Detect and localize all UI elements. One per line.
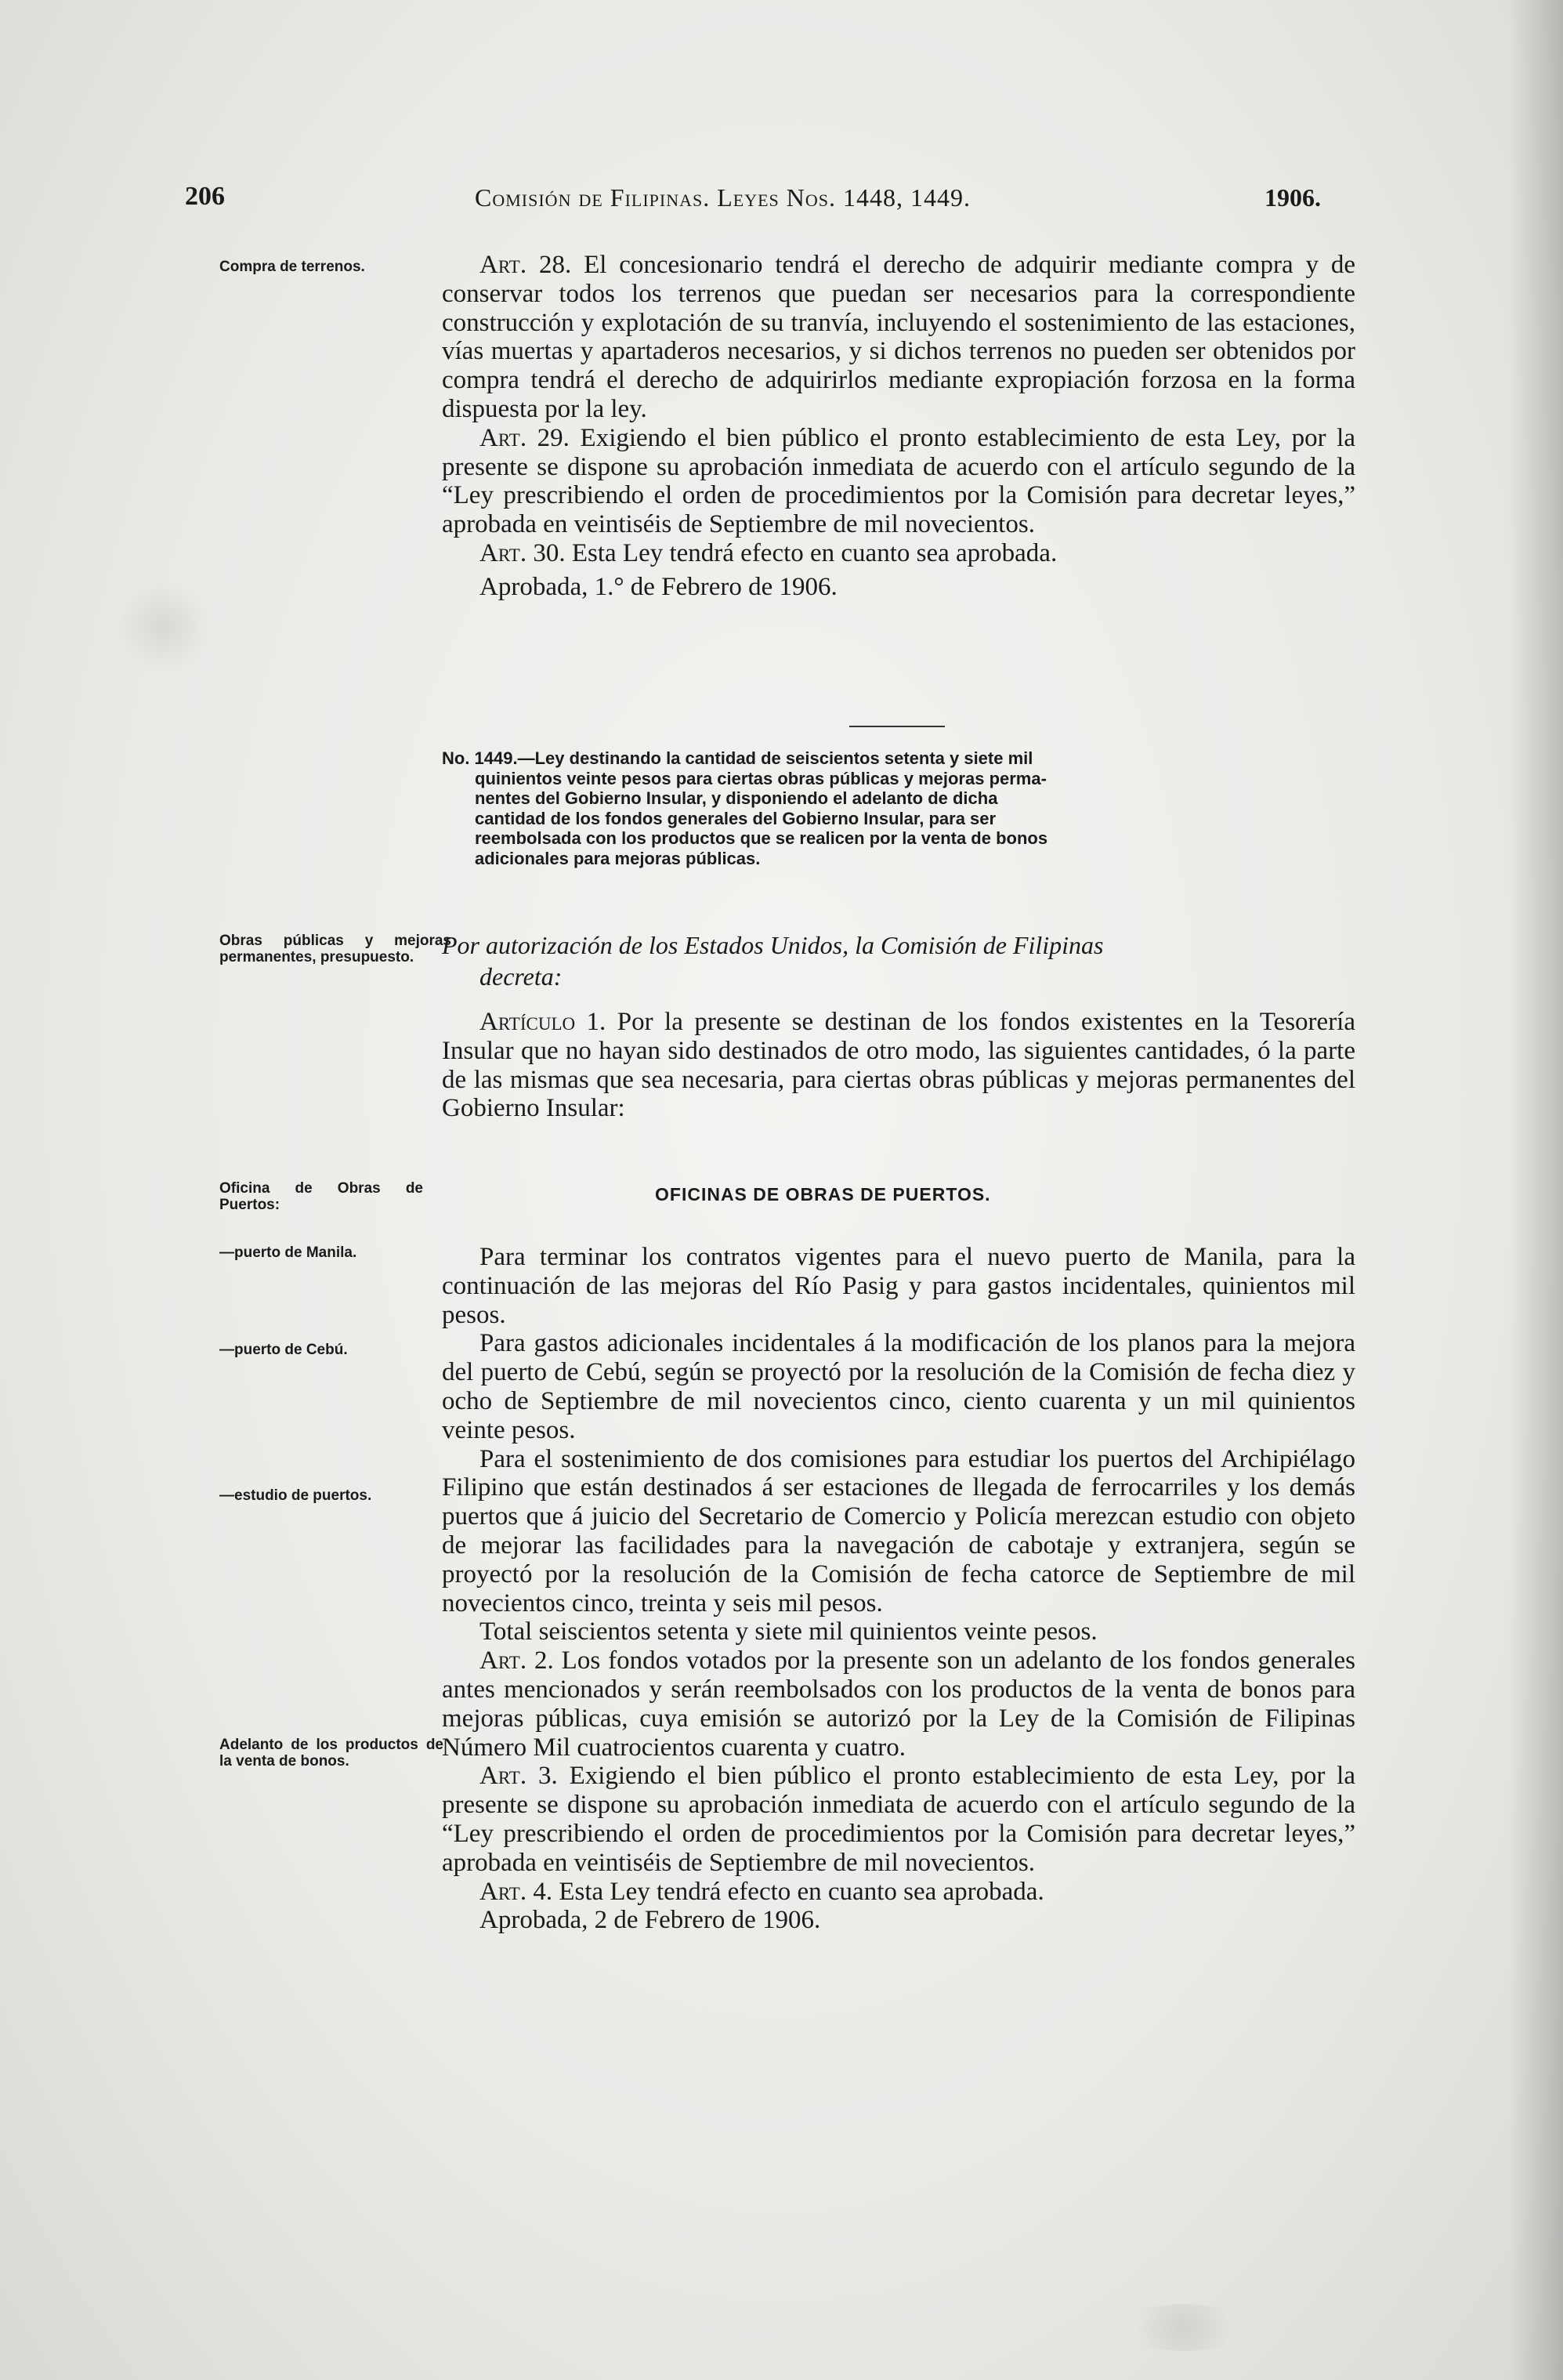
margin-note-compra: Compra de terrenos. (219, 259, 365, 275)
margin-note-oficina: Oficina de Obras de Puertos: (219, 1180, 423, 1213)
article-text: Por la presente se destinan de los fondos existentes en la Tesorería Insular que no hayan sido destinados de otro modo, las siguientes cantidades, ó la parte de las mismas que sea necesaria, para ciertas obras públicas y mejoras permanentes del Gobierno Insular: (442, 1008, 1356, 1123)
enacting-line: Por autorización de los Estados Unidos, la Comisión de Filipinas (442, 931, 1104, 959)
item-estudio: Para el sostenimiento de dos comisiones para estudiar los puertos del Archipiélago Filipino que están destinados á ser estaciones de llegada de ferrocarriles y los demás puertos que á juicio del Secretario de Comercio y Policía merezcan estudio con objeto de mejorar las facilidades para la navegación de cabotaje y extranjera, según se proyectó por la resolución de la Comisión de fecha catorce de Septiembre de mil novecientos cinco, treinta y seis mil pesos. (442, 1444, 1355, 1617)
article-text: Los fondos votados por la presente son un adelanto de los fondos generales antes mencionados y serán reembolsados con los productos de la venta de bonos para mejoras públicas, cuya emisión se autorizó por la Ley de la Comisión de Filipinas Número Mil cuatrocientos cuarenta y cuatro. (442, 1646, 1356, 1762)
enacting-line: decreta: (479, 962, 563, 991)
paper-stain (1120, 2304, 1246, 2351)
appropriation-total: Total seiscientos setenta y siete mil quinientos veinte pesos. (479, 1617, 1098, 1646)
article-text: Esta Ley tendrá efecto en cuanto sea aprobada. (559, 1877, 1044, 1906)
page-edge-shadow (1508, 0, 1563, 2380)
article-29 (442, 424, 1355, 539)
article-4 (442, 1878, 1355, 1907)
law-1449-article-1 (442, 1008, 1355, 1123)
margin-note-obras: Obras públicas y mejoras permanentes, presupuesto. (219, 933, 451, 965)
paper-stain (118, 580, 212, 674)
section-heading: OFICINAS DE OBRAS DE PUERTOS. (655, 1184, 991, 1204)
law-1449-title (442, 748, 1355, 868)
law-title-line: adicionales para mejoras públicas. (475, 848, 761, 868)
article-text: Esta Ley tendrá efecto en cuanto sea aprobada. (571, 538, 1058, 567)
article-label: Art. 4. (479, 1877, 553, 1906)
article-3 (442, 1762, 1355, 1877)
running-header (185, 182, 1344, 221)
law-title-line: reembolsada con los productos que se realicen por la venta de bonos (475, 828, 1048, 848)
header-year: 1906. (1265, 183, 1321, 212)
margin-note-adelanto: Adelanto de los productos de la venta de bonos. (219, 1737, 443, 1770)
approval-date-1449: Aprobada, 2 de Febrero de 1906. (479, 1906, 821, 1935)
law-1448-body (442, 251, 1355, 602)
article-label: Art. 3. (479, 1762, 558, 1791)
law-title-line: No. 1449.—Ley destinando la cantidad de seiscientos setenta y siete mil (442, 748, 1033, 768)
article-30 (442, 539, 1355, 568)
law-title-line: nentes del Gobierno Insular, y disponiendo el adelanto de dicha (475, 788, 998, 808)
margin-note-estudio: —estudio de puertos. (219, 1487, 372, 1504)
margin-note-manila: —puerto de Manila. (219, 1244, 357, 1261)
article-text: El concesionario tendrá el derecho de adquirir mediante compra y de conservar todos los terrenos que puedan ser necesarios para la correspondiente construcción y explotación de su tranvía, incluyendo el sostenimiento de las estaciones, vías muertas y apartaderos necesarios, y si dichos terrenos no pueden ser obtenidos por compra tendrá el derecho de adquirirlos mediante expropiación forzosa en la forma dispuesta por la ley. (442, 251, 1356, 423)
running-title: Comisión de Filipinas. Leyes Nos. 1448, 1449. (475, 183, 971, 212)
article-label: Art. 2. (479, 1646, 554, 1675)
item-manila: Para terminar los contratos vigentes para el nuevo puerto de Manila, para la continuación de las mejoras del Río Pasig y para gastos incidentales, quinientos mil pesos. (442, 1243, 1355, 1329)
section-divider (849, 726, 945, 727)
article-2 (442, 1646, 1355, 1762)
article-28 (442, 251, 1355, 424)
item-cebu: Para gastos adicionales incidentales á la modificación de los planos para la mejora del puerto de Cebú, según se proyectó por la resolución de la Comisión de fecha diez y ocho de Septiembre de mil novecientos cinco, ciento cuarenta y un mil quinientos veinte pesos. (442, 1329, 1355, 1444)
law-title-line: quinientos veinte pesos para ciertas obras públicas y mejoras perma- (475, 768, 1047, 788)
page-number: 206 (185, 182, 225, 211)
law-1449-body (442, 1243, 1355, 1935)
article-label: Art. 30. (479, 538, 566, 567)
article-1 (442, 1008, 1355, 1123)
article-label: Artículo 1. (479, 1008, 606, 1036)
enacting-clause (442, 929, 1355, 992)
margin-note-cebu: —puerto de Cebú. (219, 1342, 348, 1358)
article-label: Art. 29. (479, 423, 570, 452)
approval-date-1448: Aprobada, 1.° de Febrero de 1906. (479, 572, 838, 601)
article-text: Exigiendo el bien público el pronto establecimiento de esta Ley, por la presente se dispone su aprobación inmediata de acuerdo con el artículo segundo de la “Ley prescribiendo el orden de procedimientos por la Comisión para decretar leyes,” aprobada en veintiséis de Septiembre de mil novecientos. (442, 423, 1355, 539)
article-label: Art. 28. (479, 251, 572, 279)
law-title-line: cantidad de los fondos generales del Gobierno Insular, para ser (475, 808, 997, 828)
article-text: Exigiendo el bien público el pronto establecimiento de esta Ley, por la presente se dispone su aprobación inmediata de acuerdo con el artículo segundo de la “Ley prescribiendo el orden de procedimientos por la Comisión para decretar leyes,” aprobada en veintiséis de Septiembre de mil novecientos. (442, 1762, 1355, 1877)
